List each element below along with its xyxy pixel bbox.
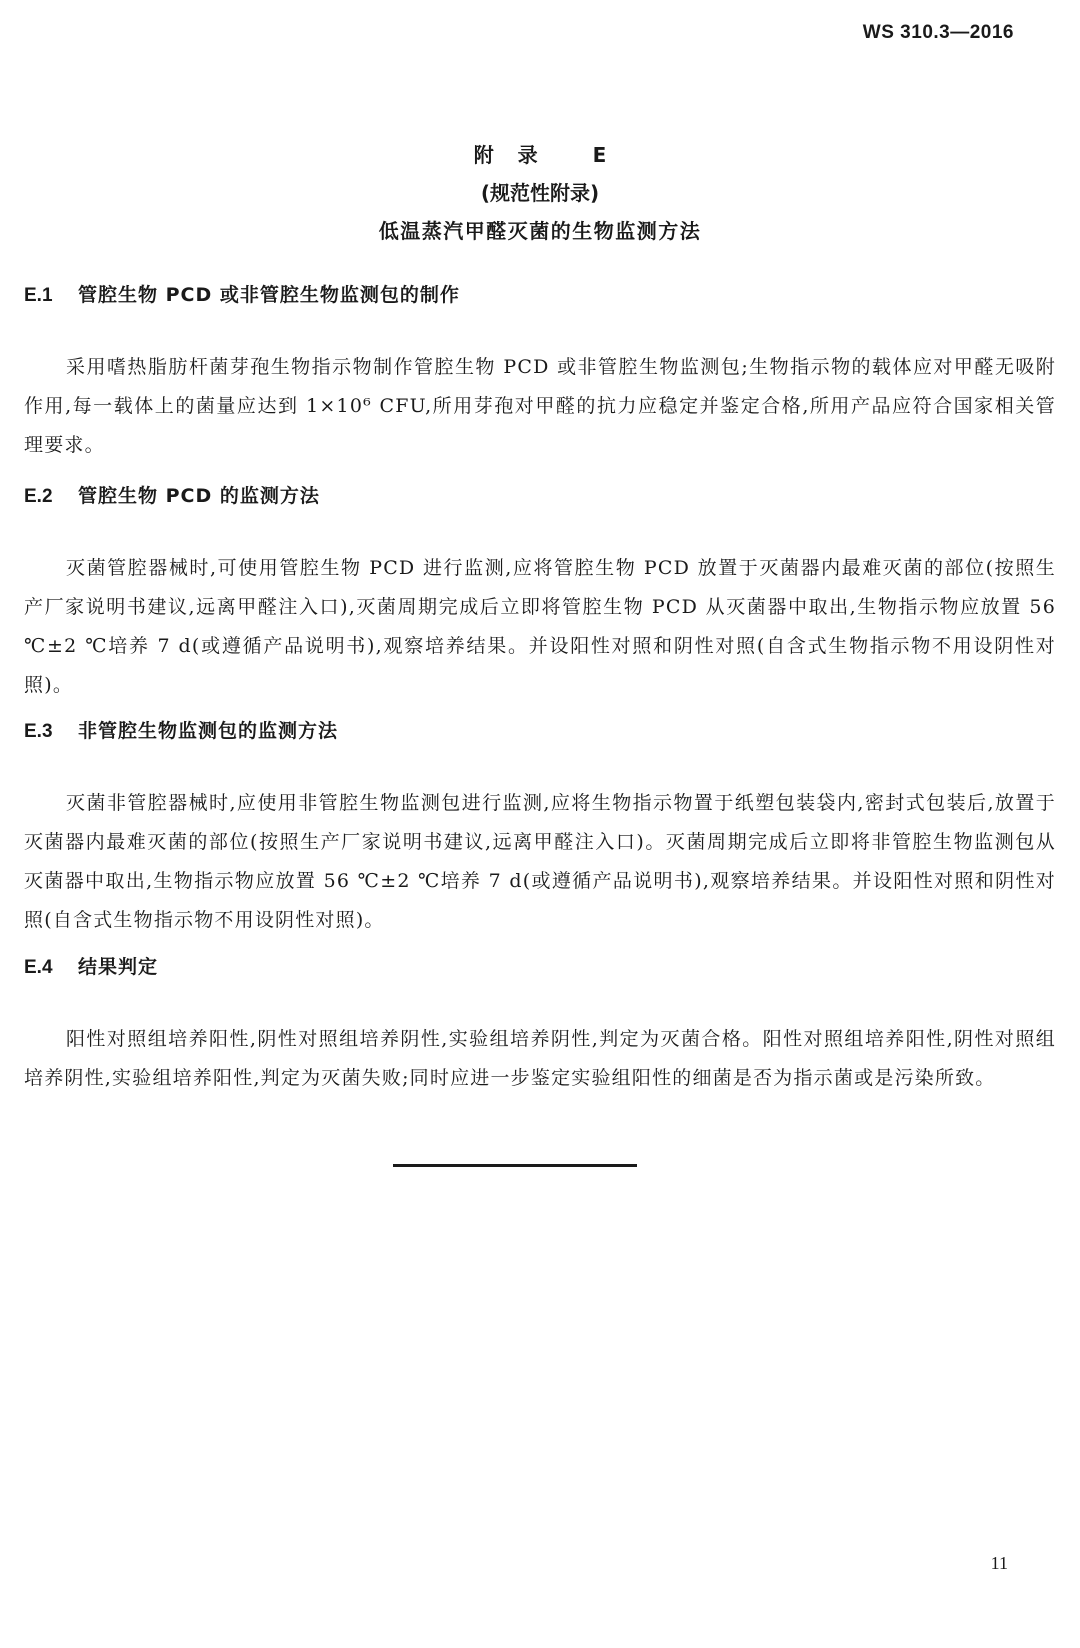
section-heading — [24, 950, 1056, 984]
section-e3 — [24, 714, 1056, 940]
section-e2 — [24, 479, 1056, 705]
section-heading — [24, 278, 1056, 312]
section-title: 非管腔生物监测包的监测方法 — [78, 720, 339, 742]
section-number: E.1 — [24, 285, 53, 306]
section-title: 管腔生物 PCD 或非管腔生物监测包的制作 — [78, 284, 460, 306]
section-paragraph: 阳性对照组培养阳性,阴性对照组培养阴性,实验组培养阴性,判定为灭菌合格。阳性对照组培养阳性,阴性对照组培养阴性,实验组培养阳性,判定为灭菌失败;同时应进一步鉴定实验组阳性的细菌是否为指示菌或是污染所致。 — [24, 1028, 1056, 1089]
standard-code: WS 310.3—2016 — [862, 22, 1014, 43]
section-title: 管腔生物 PCD 的监测方法 — [78, 485, 320, 507]
section-number: E.3 — [24, 721, 53, 742]
section-title: 结果判定 — [78, 956, 159, 978]
section-heading — [24, 479, 1056, 513]
section-paragraph: 采用嗜热脂肪杆菌芽孢生物指示物制作管腔生物 PCD 或非管腔生物监测包;生物指示物的载体应对甲醛无吸附作用,每一载体上的菌量应达到 1×10⁶ CFU,所用芽孢对甲醛的抗力应稳定并鉴定合格,所用产品应符合国家相关管理要求。 — [24, 356, 1056, 456]
section-e4 — [24, 950, 1056, 1098]
section-paragraph: 灭菌非管腔器械时,应使用非管腔生物监测包进行监测,应将生物指示物置于纸塑包装袋内,密封式包装后,放置于灭菌器内最难灭菌的部位(按照生产厂家说明书建议,远离甲醛注入口)。灭菌周期完成后立即将非管腔生物监测包从灭菌器中取出,生物指示物应放置 56 ℃±2 ℃培养 7 d(或遵循产品说明书),观察培养结果。并设阳性对照和阴性对照(自含式生物指示物不用设阴性对照)。 — [24, 792, 1056, 931]
page-number: 11 — [990, 1553, 1008, 1573]
annex-title: 低温蒸汽甲醛灭菌的生物监测方法 — [378, 219, 702, 243]
end-divider — [393, 1164, 637, 1167]
annex-type: (规范性附录) — [480, 181, 600, 205]
section-number: E.4 — [24, 957, 53, 978]
annex-label: 附录 E — [473, 143, 631, 167]
section-number: E.2 — [24, 486, 53, 507]
section-e1 — [24, 278, 1056, 465]
section-heading — [24, 714, 1056, 748]
annex-header — [0, 136, 1080, 250]
section-paragraph: 灭菌管腔器械时,可使用管腔生物 PCD 进行监测,应将管腔生物 PCD 放置于灭菌器内最难灭菌的部位(按照生产厂家说明书建议,远离甲醛注入口),灭菌周期完成后立即将管腔生物 PCD 从灭菌器中取出,生物指示物应放置 56 ℃±2 ℃培养 7 d(或遵循产品说明书),观察培养结果。并设阳性对照和阴性对照(自含式生物指示物不用设阴性对照)。 — [24, 557, 1056, 696]
